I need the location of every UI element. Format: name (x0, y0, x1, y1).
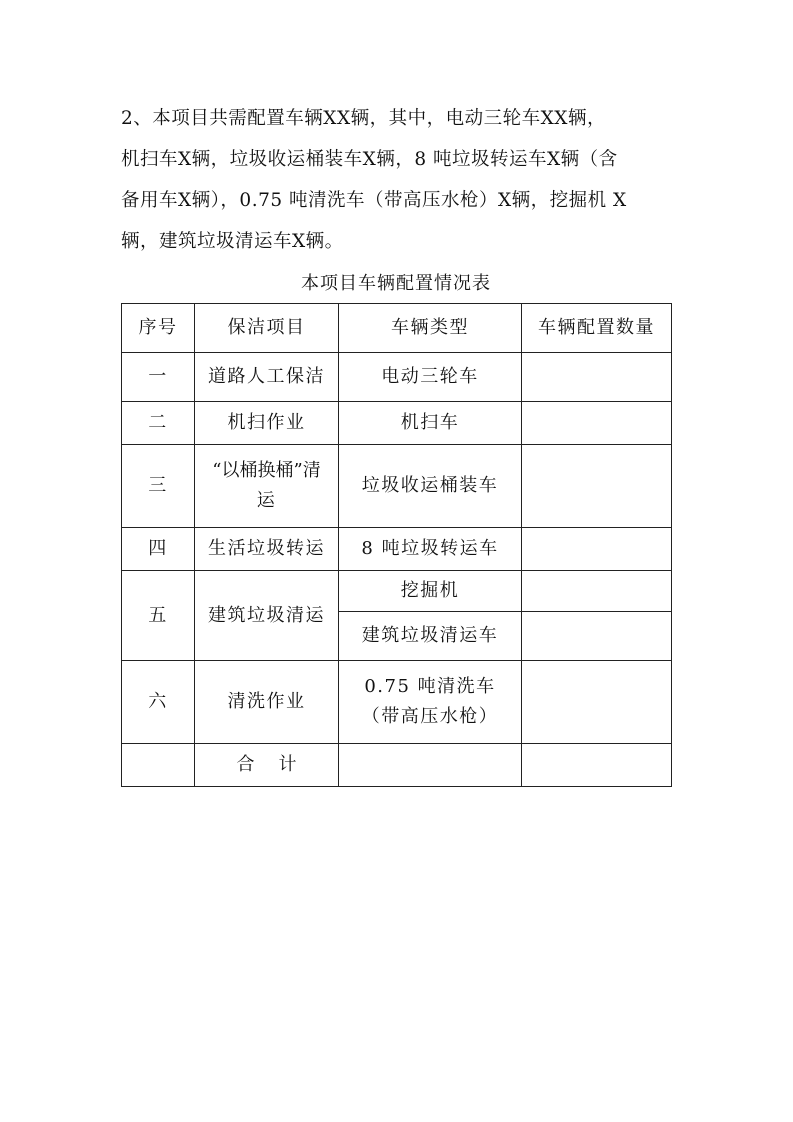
row-no: 五 (122, 571, 195, 661)
row-vehicle: 建筑垃圾清运车 (339, 612, 522, 661)
row-vehicle (339, 661, 522, 744)
row-no: 三 (122, 445, 195, 528)
paragraph-line-3: 备用车X辆），0.75 吨清洗车（带高压水枪）X辆，挖掘机 X (121, 190, 627, 211)
row-vehicle-line-1: 0.75 吨清洗车 (364, 676, 496, 697)
header-no: 序号 (122, 304, 195, 353)
row-vehicle: 机扫车 (339, 402, 522, 445)
row-project (195, 445, 339, 528)
row-vehicle: 电动三轮车 (339, 353, 522, 402)
row-project-line-1: “以桶换桶”清 (212, 460, 321, 481)
header-vehicle: 车辆类型 (339, 304, 522, 353)
row-no: 六 (122, 661, 195, 744)
row-no: 二 (122, 402, 195, 445)
paragraph-line-2: 机扫车X辆，垃圾收运桶装车X辆，8 吨垃圾转运车X辆（含 (121, 149, 618, 170)
row-count (522, 571, 672, 612)
row-count (522, 528, 672, 571)
row-vehicle: 挖掘机 (339, 571, 522, 612)
row-project: 机扫作业 (195, 402, 339, 445)
row-count (522, 612, 672, 661)
row-count (522, 661, 672, 744)
table-row (122, 528, 672, 571)
table-header-row (122, 304, 672, 353)
row-vehicle: 8 吨垃圾转运车 (339, 528, 522, 571)
header-count: 车辆配置数量 (522, 304, 672, 353)
row-project: 建筑垃圾清运 (195, 571, 339, 661)
total-count (522, 744, 672, 787)
total-label-b: 计 (278, 754, 297, 775)
row-project-line-2: 运 (256, 490, 277, 511)
row-project: 道路人工保洁 (195, 353, 339, 402)
row-no: 一 (122, 353, 195, 402)
row-vehicle: 垃圾收运桶装车 (339, 445, 522, 528)
total-label-a: 合 (236, 754, 255, 775)
total-label (195, 744, 339, 787)
row-vehicle-line-2: （带高压水枪） (361, 706, 499, 727)
paragraph-line-1: 2、本项目共需配置车辆XX辆，其中，电动三轮车XX辆， (121, 108, 606, 129)
row-project: 清洗作业 (195, 661, 339, 744)
table-row (122, 445, 672, 528)
paragraph-line-4: 辆，建筑垃圾清运车X辆。 (121, 231, 344, 252)
row-count (522, 353, 672, 402)
total-no (122, 744, 195, 787)
total-row (122, 744, 672, 787)
intro-paragraph (121, 98, 673, 262)
row-project: 生活垃圾转运 (195, 528, 339, 571)
row-count (522, 445, 672, 528)
row-count (522, 402, 672, 445)
table-caption: 本项目车辆配置情况表 (301, 273, 491, 294)
table-row (122, 353, 672, 402)
table-row (122, 402, 672, 445)
header-project: 保洁项目 (195, 304, 339, 353)
table-row (122, 661, 672, 744)
vehicle-config-table (121, 303, 672, 787)
row-no: 四 (122, 528, 195, 571)
total-vehicle (339, 744, 522, 787)
table-row (122, 571, 672, 612)
